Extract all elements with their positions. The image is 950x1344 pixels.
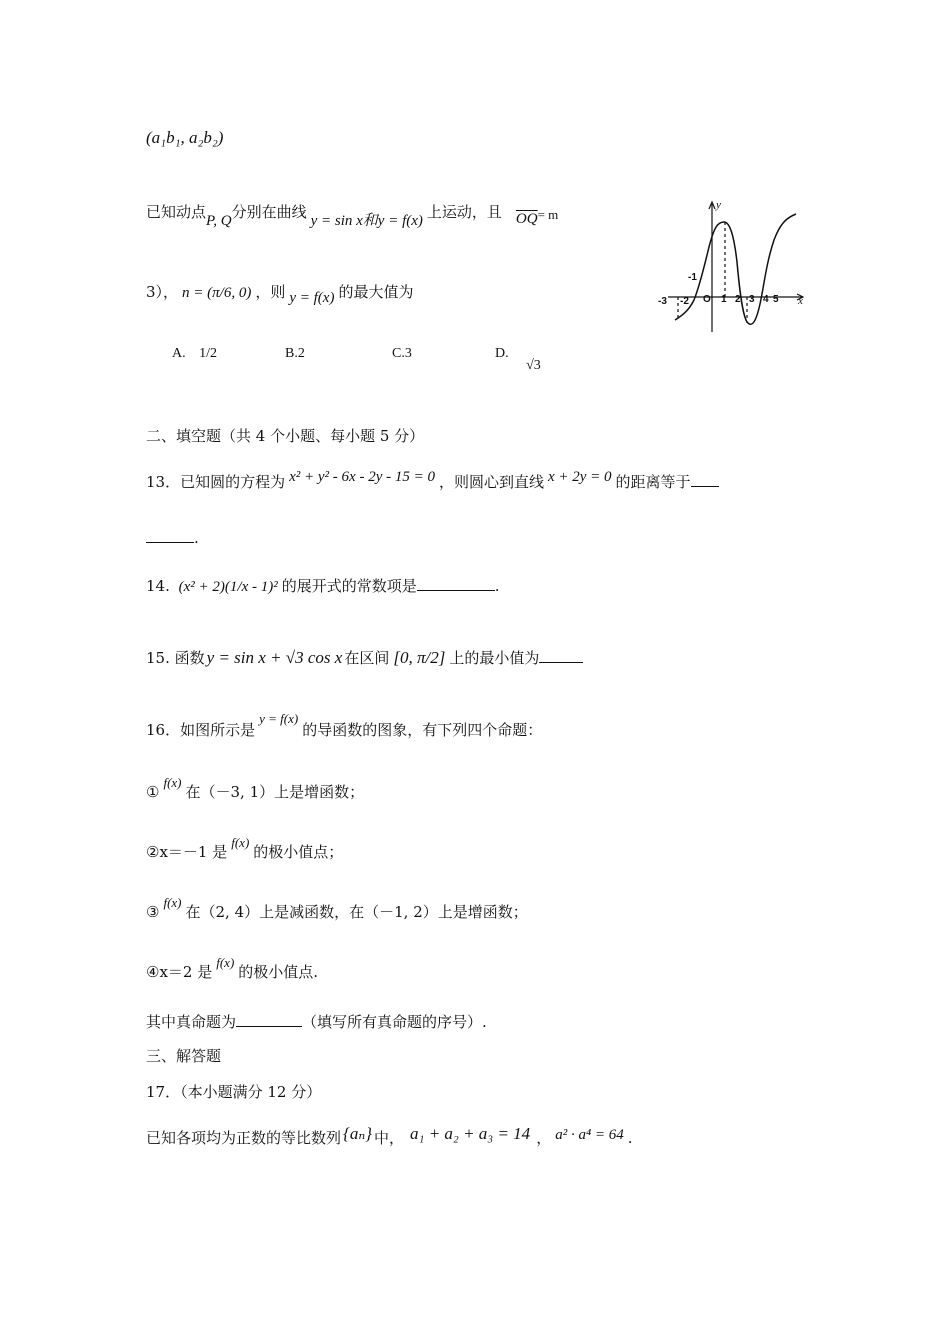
tick-5: 5 <box>773 294 779 305</box>
option-a-label: A. <box>172 346 186 361</box>
option-d <box>495 346 541 373</box>
section2-title: 二、填空题（共 4 个小题、每小题 5 分） <box>146 427 425 445</box>
tick-origin: O <box>703 294 711 305</box>
q15-mid: 在区间 <box>344 649 390 667</box>
option-d-value: √3 <box>526 358 541 373</box>
prop4-fx: f(x) <box>216 955 235 970</box>
q16-answer-suffix: （填写所有真命题的序号）. <box>302 1013 487 1031</box>
q16-answer-blank[interactable] <box>236 1012 302 1027</box>
q17-sequence: {aₙ} <box>343 1124 373 1143</box>
q12-line1 <box>146 202 559 229</box>
q16-suffix: 的导函数的图象，有下列四个命题： <box>302 721 543 739</box>
q13-answer-blank-2[interactable] <box>146 528 194 543</box>
option-c-label: C. <box>392 346 405 361</box>
q16-func: y = f(x) <box>259 711 299 726</box>
q12-vector-n: n = (π/6, 0) <box>182 285 252 301</box>
q13-end: . <box>194 529 199 547</box>
option-b <box>285 346 305 362</box>
q16-answer-line <box>146 1012 487 1032</box>
q12-line2-prefix: 3）， <box>146 283 179 301</box>
q12-suffix: 上运动，且 <box>426 203 502 221</box>
option-c <box>392 346 412 362</box>
q15-prefix: 函数 <box>174 649 205 667</box>
proposition-1 <box>146 775 365 803</box>
q17-sum-equation: a₁ + a₂ + a₃ = 14 <box>410 1124 531 1143</box>
q14 <box>146 576 500 597</box>
q13-answer-blank[interactable] <box>691 472 719 487</box>
proposition-3 <box>146 895 528 923</box>
tick-neg3: -3 <box>658 296 667 307</box>
q14-suffix: 的展开式的常数项是 <box>281 577 417 595</box>
prop1-mark: ① <box>146 783 160 801</box>
q16-number: 16． <box>146 721 181 739</box>
q13-suffix: 的距离等于 <box>615 473 691 491</box>
q14-answer-blank[interactable] <box>417 576 495 591</box>
proposition-4 <box>146 955 319 983</box>
option-b-value: 2 <box>297 346 305 361</box>
q12-func: y = f(x) <box>289 290 335 306</box>
q13-number: 13． <box>146 473 181 491</box>
option-a <box>172 346 217 362</box>
y-axis-label: y <box>716 199 721 211</box>
q13-prefix: 已知圆的方程为 <box>180 473 286 491</box>
prop3-mark: ③ <box>146 903 160 921</box>
tick-4: 4 <box>763 294 769 305</box>
prop2-fx: f(x) <box>231 835 250 850</box>
prop4-text: 的极小值点. <box>238 963 319 981</box>
prop2-mark: ② <box>146 843 160 861</box>
section3-title: 三、解答题 <box>146 1047 222 1065</box>
q13-line-equation: x + 2y = 0 <box>547 469 612 485</box>
tick-neg2: -2 <box>680 296 689 307</box>
q17-product-equation: a² · a⁴ = 64 <box>555 1127 624 1143</box>
prop3-fx: f(x) <box>163 895 182 910</box>
q12-curves: y = sin x和y = f(x) <box>310 213 423 229</box>
q13-mid: ，则圆心到直线 <box>438 473 544 491</box>
x-axis-label: x <box>798 295 803 307</box>
q12-line2-mid: ，则 <box>255 283 286 301</box>
prop1-text: 在（－3, 1）上是增函数； <box>185 783 365 801</box>
option-b-label: B. <box>285 346 298 361</box>
q12-line2 <box>146 282 414 306</box>
derivative-graph <box>650 196 815 336</box>
q17-body <box>146 1124 633 1149</box>
tick-3: 3 <box>749 294 755 305</box>
q12-prefix: 已知动点 <box>146 203 207 221</box>
q12-eq: = m <box>537 207 559 222</box>
q15-suffix: 上的最小值为 <box>449 649 540 667</box>
q12-vector-oq: $\overline{OQ}$ <box>515 211 538 227</box>
q15 <box>146 648 583 668</box>
q12-pq: P, Q <box>206 213 232 229</box>
q12-mid: 分别在曲线 <box>231 203 307 221</box>
tick-neg1-y: -1 <box>688 272 697 283</box>
q14-number: 14. <box>146 577 170 595</box>
option-c-value: 3 <box>404 346 412 361</box>
q16-prefix: 如图所示是 <box>180 721 256 739</box>
q14-end: . <box>494 577 500 595</box>
tick-1: 1 <box>721 294 727 305</box>
q15-answer-blank[interactable] <box>539 648 583 663</box>
prop3-text: 在（2, 4）上是减函数，在（－1, 2）上是增函数； <box>185 903 528 921</box>
q17-mid: 中， <box>374 1129 405 1147</box>
option-d-label: D. <box>495 346 509 361</box>
q16 <box>146 711 543 741</box>
prop2-pre: x＝－1 是 <box>159 843 228 861</box>
prop4-mark: ④ <box>146 963 160 981</box>
option-a-value: 1/2 <box>199 346 218 361</box>
prop4-pre: x＝2 是 <box>159 963 213 981</box>
q17-header: 17．（本小题满分 12 分） <box>146 1083 322 1101</box>
q17-comma: ， <box>536 1129 552 1147</box>
q16-answer-prefix: 其中真命题为 <box>146 1013 237 1031</box>
q15-expression: y = sin x + √3 cos x <box>206 648 343 667</box>
q17-end: . <box>627 1129 633 1147</box>
q15-interval: [0, π/2] <box>393 648 446 667</box>
q13-circle-equation: x² + y² - 6x - 2y - 15 = 0 <box>289 469 435 485</box>
q13 <box>146 469 719 493</box>
q17-prefix: 已知各项均为正数的等比数列 <box>146 1129 342 1147</box>
prop2-text: 的极小值点； <box>253 843 344 861</box>
proposition-2 <box>146 835 344 863</box>
q15-number: 15. <box>146 649 170 667</box>
q12-line2-suffix: 的最大值为 <box>338 283 414 301</box>
q13-continuation <box>146 528 199 548</box>
prop1-fx: f(x) <box>163 775 182 790</box>
tick-2: 2 <box>735 294 741 305</box>
top-fragment: (a₁b₁, a₂b₂) <box>146 128 224 147</box>
q14-expression: (x² + 2)(1/x - 1)² <box>178 579 278 595</box>
